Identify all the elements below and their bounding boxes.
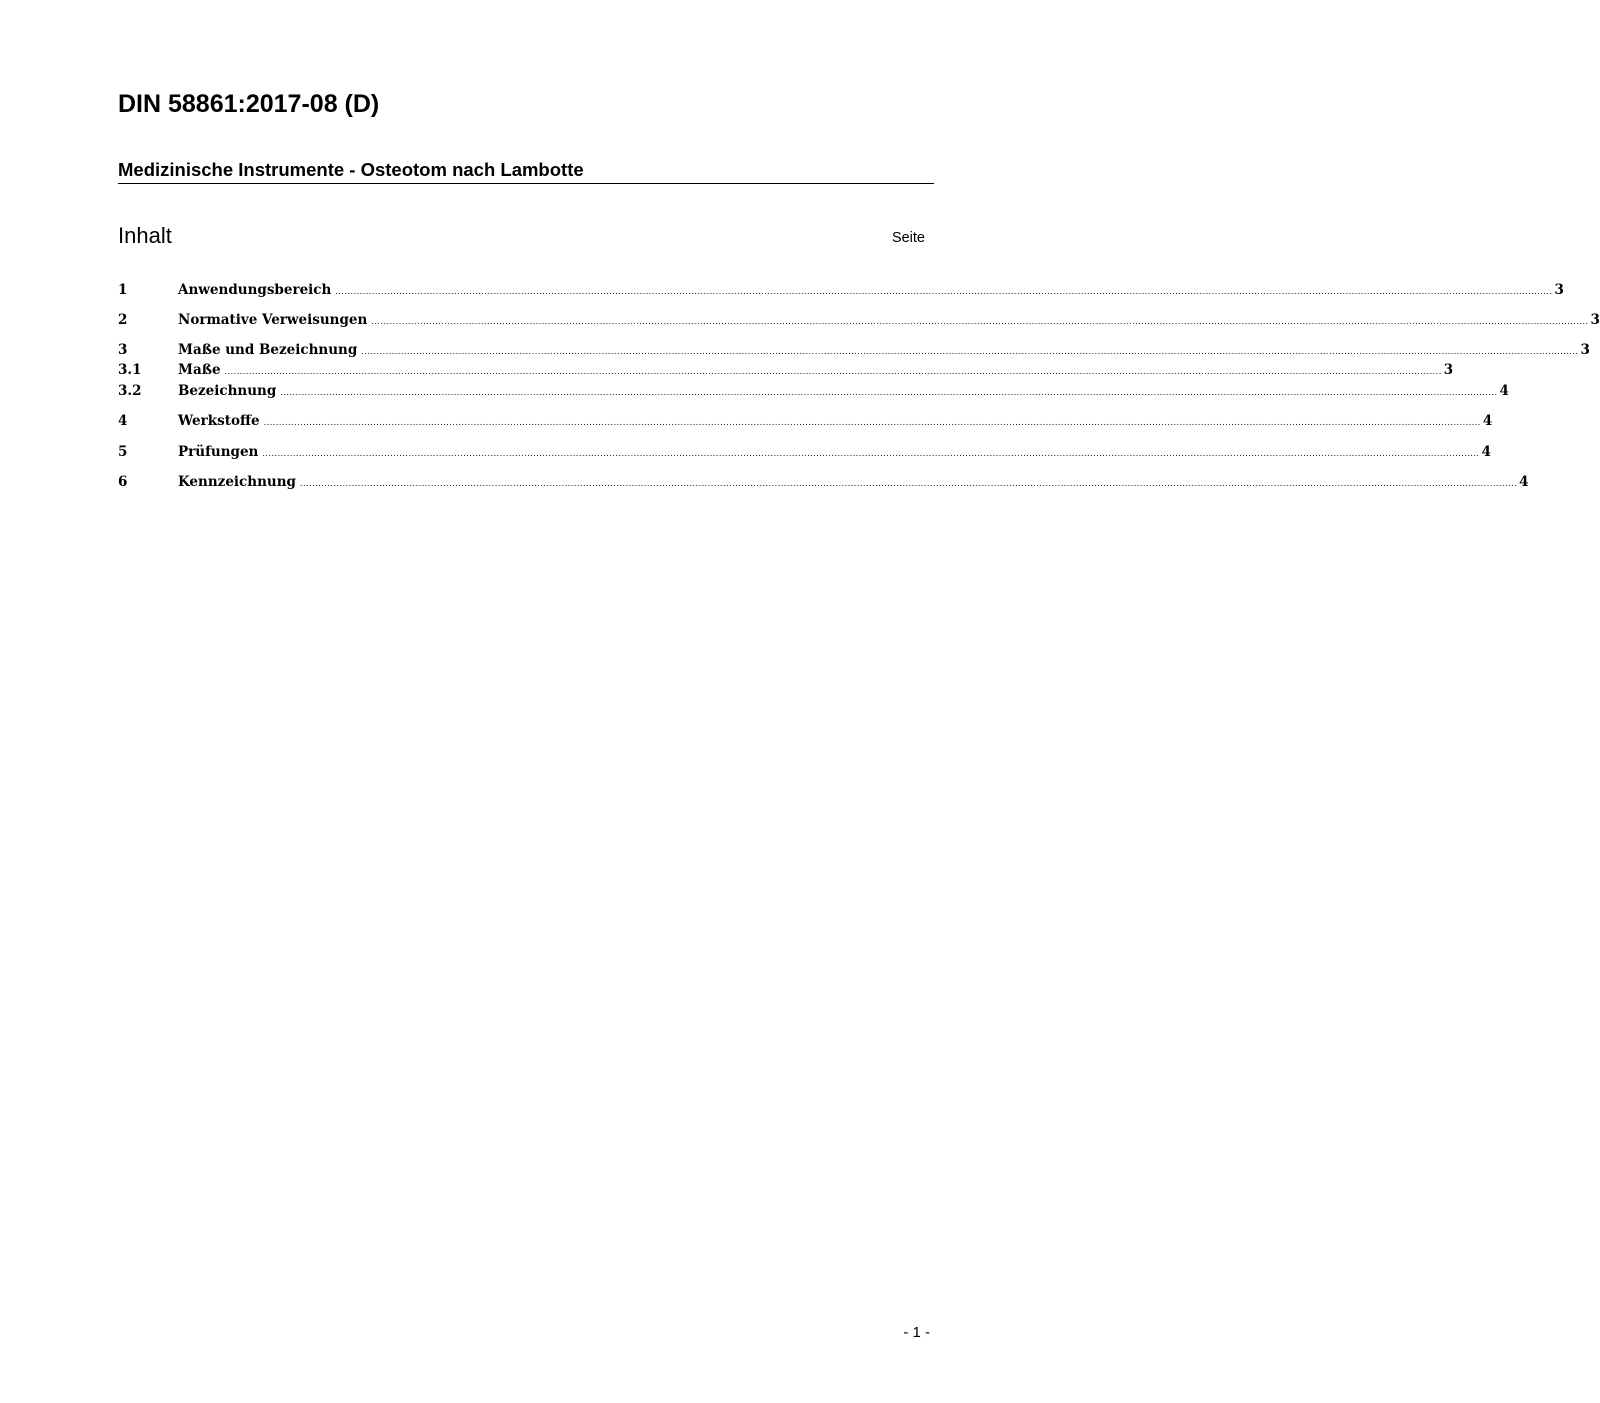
toc-page-column-label: Seite — [891, 230, 925, 246]
toc-entry-title: Prüfungen — [178, 444, 259, 460]
toc-entry[interactable] — [118, 411, 1493, 431]
toc-entry-title: Kennzeichnung — [178, 474, 296, 490]
toc-dot-leader: ................................................................................................................................................................................................................................................................................................................................................................................................................ — [371, 317, 1589, 326]
toc-entry[interactable] — [118, 381, 1509, 401]
toc-entry-page: 3 — [1554, 282, 1564, 298]
toc-entry-title: Normative Verweisungen — [178, 312, 368, 328]
toc-entry-title: Maße und Bezeichnung — [178, 342, 358, 358]
toc-entry-title: Maße — [178, 362, 221, 378]
toc-entry-number: 5 — [118, 444, 128, 460]
toc-entry[interactable] — [118, 442, 1491, 462]
toc-entry-title: Anwendungsbereich — [178, 282, 332, 298]
document-subtitle: Medizinische Instrumente - Osteotom nach Lambotte — [118, 159, 584, 180]
toc-entry-title: Bezeichnung — [178, 383, 277, 399]
toc-entry-number: 1 — [118, 282, 128, 298]
toc-entry-page: 4 — [1482, 413, 1493, 429]
toc-entry-page: 4 — [1519, 474, 1529, 490]
toc-entry-page: 4 — [1499, 383, 1509, 399]
toc-entry-number: 3 — [118, 342, 128, 358]
toc-entry[interactable] — [118, 310, 1600, 330]
toc-entry[interactable] — [118, 340, 1590, 360]
toc-heading: Inhalt — [118, 223, 172, 248]
toc-entry-number: 6 — [118, 474, 128, 490]
toc-dot-leader: ................................................................................................................................................................................................................................................................................................................................................................................................................ — [361, 347, 1579, 356]
toc-dot-leader: ................................................................................................................................................................................................................................................................................................................................................................................................................ — [224, 367, 1442, 376]
toc-entry[interactable] — [118, 360, 1454, 380]
toc-entry-page: 3 — [1443, 362, 1454, 378]
toc-entry[interactable] — [118, 472, 1529, 492]
toc-entry-number: 4 — [118, 413, 128, 429]
subtitle-underline — [118, 183, 934, 184]
toc-dot-leader: ................................................................................................................................................................................................................................................................................................................................................................................................................ — [263, 418, 1481, 427]
page-number: - 1 - — [903, 1324, 930, 1341]
toc-dot-leader: ................................................................................................................................................................................................................................................................................................................................................................................................................ — [262, 449, 1480, 458]
toc-entry-number: 3.2 — [118, 383, 142, 399]
toc-entry-number: 3.1 — [118, 362, 142, 378]
toc-entry-page: 3 — [1590, 312, 1600, 328]
toc-dot-leader: ................................................................................................................................................................................................................................................................................................................................................................................................................ — [335, 287, 1553, 296]
toc-dot-leader: ................................................................................................................................................................................................................................................................................................................................................................................................................ — [280, 388, 1498, 397]
toc-entry[interactable] — [118, 280, 1564, 300]
document-title: DIN 58861:2017-08 (D) — [118, 90, 380, 118]
toc-entry-page: 3 — [1580, 342, 1590, 358]
toc-dot-leader: ................................................................................................................................................................................................................................................................................................................................................................................................................ — [299, 479, 1518, 488]
toc-entry-page: 4 — [1481, 444, 1491, 460]
toc-entry-title: Werkstoffe — [178, 413, 260, 429]
toc-entry-number: 2 — [118, 312, 128, 328]
